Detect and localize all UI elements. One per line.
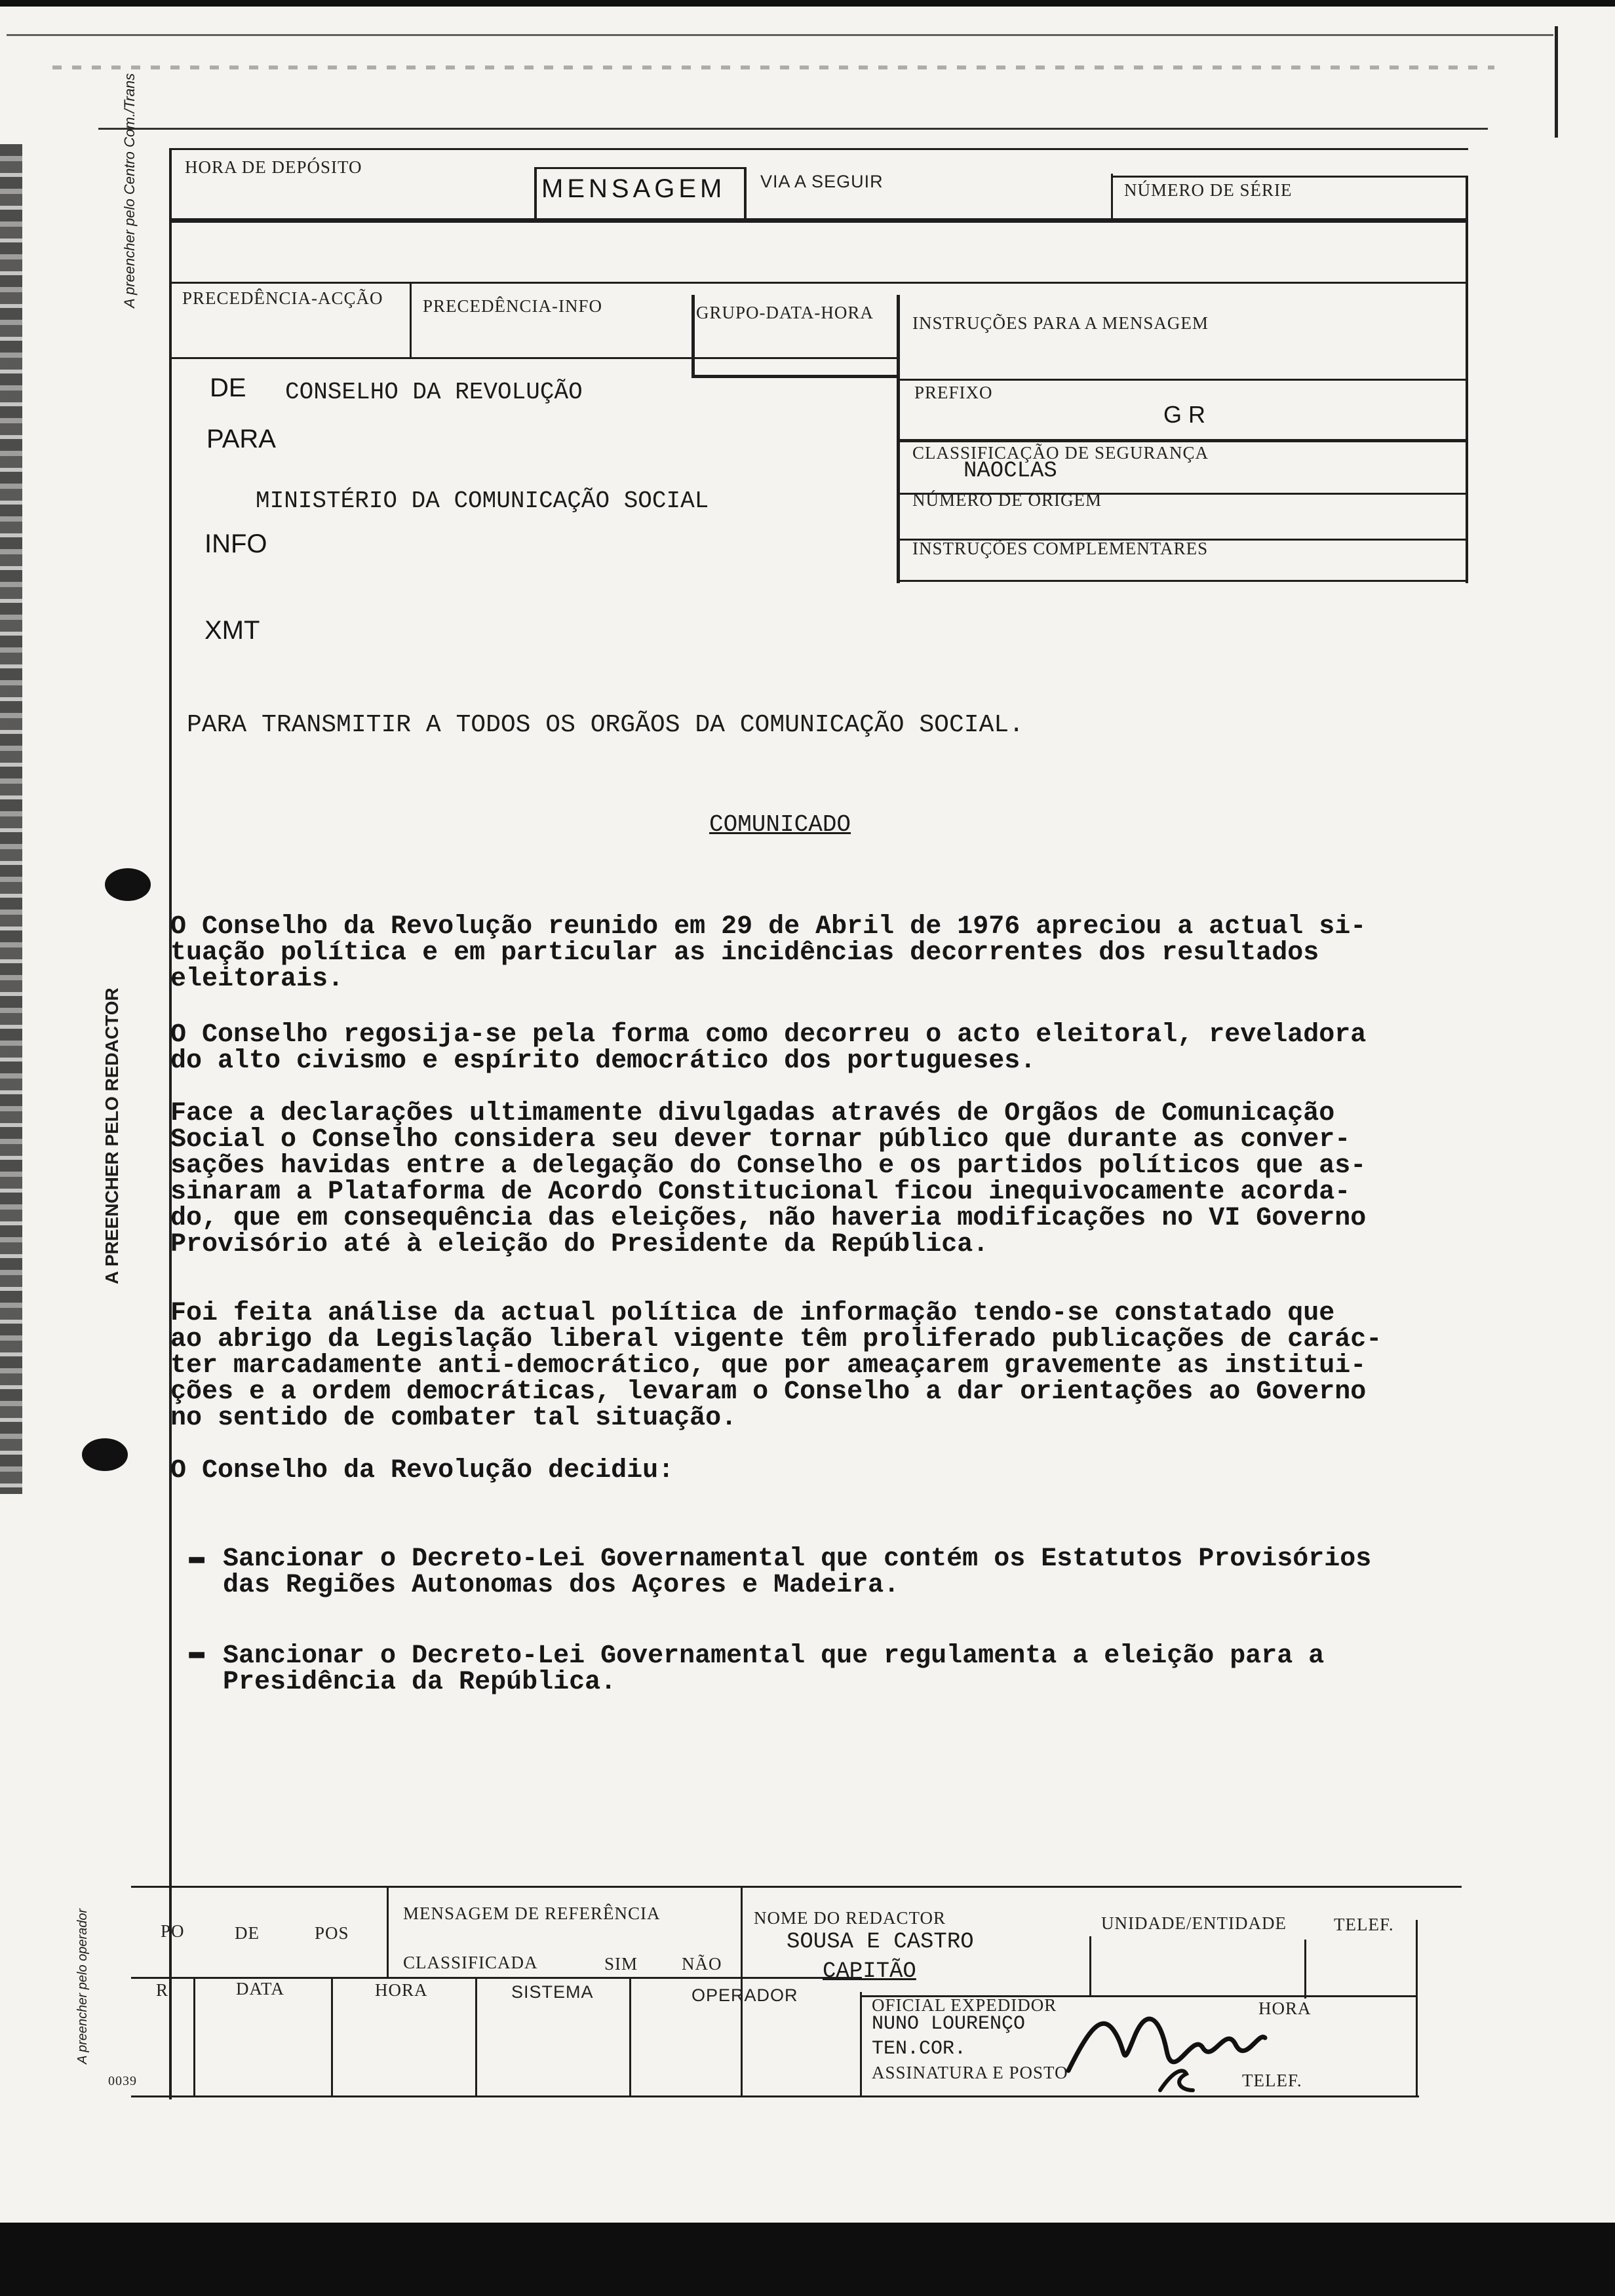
footer-nome-redactor: NOME DO REDACTOR: [754, 1908, 946, 1928]
mensagem-title: MENSAGEM: [541, 174, 726, 203]
top-scan-edge: [0, 0, 1615, 7]
footer-sim: SIM: [604, 1954, 638, 1974]
numero-serie-label: NÚMERO DE SÉRIE: [1124, 180, 1293, 200]
precedencia-info-label: PRECEDÊNCIA-INFO: [423, 296, 603, 316]
footer-r: R: [156, 1980, 169, 2000]
footer-assinatura: ASSINATURA E POSTO: [872, 2063, 1068, 2082]
footer-telef2: TELEF.: [1242, 2071, 1302, 2090]
numero-origem-label: NÚMERO DE ORIGEM: [912, 490, 1102, 510]
b1-line-1: Sancionar o Decreto-Lei Governamental que contém os Estatutos Provisórios: [223, 1544, 1372, 1574]
side-label-redactor: A PREENCHER PELO REDACTOR: [102, 987, 122, 1284]
p1-line-2: tuação política e em particular as incidências decorrentes dos resultados: [170, 938, 1319, 968]
p3-line-6: Provisório até à eleição do Presidente da República.: [170, 1230, 989, 1259]
footer-top: [131, 1886, 1462, 1888]
footer-div-r: [193, 1979, 195, 2097]
p4-line-5: no sentido de combater tal situação.: [170, 1404, 737, 1433]
classif-top: [897, 439, 1467, 442]
bullet-1: [223, 1546, 1455, 1599]
mensagem-box-left: [534, 167, 537, 220]
b2-line-2: Presidência da República.: [223, 1668, 617, 1697]
de-label: DE: [210, 373, 246, 402]
mensagem-box-top: [534, 167, 744, 169]
row2-div1: [410, 282, 412, 359]
para-label: PARA: [206, 425, 276, 453]
hora-deposito-label: HORA DE DEPÓSITO: [185, 157, 362, 177]
footer-div-expedidor: [860, 1992, 862, 2097]
paragraph-3: [170, 1101, 1449, 1258]
compl-bottom: [897, 580, 1467, 582]
p3-line-5: do, que em consequência das eleições, não haveria modificações no VI Governo: [170, 1204, 1367, 1233]
p4-line-2: ao abrigo da Legislação liberal vigente têm proliferado publicações de carác-: [170, 1325, 1382, 1354]
footer-div-ref: [387, 1887, 389, 1979]
p1-line-3: eleitorais.: [170, 965, 344, 994]
footer-classificada: CLASSIFICADA: [403, 1953, 538, 1972]
header-top-border: [169, 148, 1468, 150]
top-noise-line: [7, 34, 1553, 36]
footer-mensagem-referencia: MENSAGEM DE REFERÊNCIA: [403, 1904, 661, 1923]
footer-redactor-name: SOUSA E CASTRO: [787, 1930, 974, 1955]
footer-hora2: HORA: [1258, 1999, 1312, 2018]
footer-div-telef: [1304, 1940, 1306, 1999]
footer-sistema: SISTEMA: [511, 1982, 594, 2002]
footer-pos: POS: [315, 1923, 349, 1943]
bullet-dash-1: ▬: [189, 1543, 205, 1573]
p3-line-4: sinaram a Plataforma de Acordo Constitucional ficou inequivocamente acorda-: [170, 1177, 1351, 1207]
footer-redactor-rank: CAPITÃO: [823, 1959, 916, 1984]
footer-oficial-expedidor: OFICIAL EXPEDIDOR: [872, 1995, 1057, 2015]
intro-line: PARA TRANSMITIR A TODOS OS ORGÃOS DA COMUNICAÇÃO SOCIAL.: [187, 711, 1024, 739]
grupo-bottom: [691, 375, 900, 378]
top-noise-line-3: [98, 128, 1488, 130]
p3-line-1: Face a declarações ultimamente divulgadas através de Orgãos de Comunicação: [170, 1099, 1335, 1128]
instrucoes-mensagem-label: INSTRUÇÕES PARA A MENSAGEM: [912, 313, 1209, 333]
precedencia-accao-label: PRECEDÊNCIA-ACÇÃO: [182, 288, 383, 308]
grupo-data-hora-label: GRUPO-DATA-HORA: [696, 303, 874, 322]
paragraph-2: [170, 1022, 1449, 1075]
footer-po: PO: [161, 1921, 185, 1941]
footer-div-hora: [475, 1979, 477, 2097]
side-label-centro-com: A preencher pelo Centro Com./Trans: [121, 73, 138, 308]
paragraph-4: [170, 1301, 1449, 1432]
row2-div2: [691, 295, 695, 377]
para-value: MINISTÉRIO DA COMUNICAÇÃO SOCIAL: [256, 488, 709, 514]
de-value: CONSELHO DA REVOLUÇÃO: [285, 379, 583, 406]
row2-top: [169, 282, 1468, 284]
p2-line-1: O Conselho regosija-se pela forma como decorreu o acto eleitoral, reveladora: [170, 1020, 1367, 1050]
p4-line-4: ções e a ordem democráticas, levaram o Conselho a dar orientações ao Governo: [170, 1377, 1367, 1407]
right-scan-edge: [1555, 26, 1558, 138]
footer-div-sistema: [629, 1979, 631, 2097]
row2-bottom: [169, 357, 897, 359]
bullet-dash-2: ▬: [189, 1638, 205, 1668]
info-label: INFO: [204, 529, 267, 558]
footer-right-border: [1416, 1920, 1418, 2097]
punch-hole-bottom: [82, 1438, 128, 1471]
classificacao-label: CLASSIFICAÇÃO DE SEGURANÇA: [912, 443, 1209, 463]
p4-line-3: ter marcadamente anti-democrático, que por ameaçarem gravemente as institui-: [170, 1351, 1367, 1381]
footer-de: DE: [235, 1923, 260, 1943]
footer-div-data: [331, 1979, 333, 2097]
footer-expedidor-name: NUNO LOURENÇO: [872, 2013, 1026, 2035]
footer-unidade: UNIDADE/ENTIDADE: [1101, 1913, 1287, 1933]
footer-nao: NÃO: [682, 1954, 722, 1974]
p4-line-1: Foi feita análise da actual política de informação tendo-se constatado que: [170, 1299, 1335, 1328]
bullet-2: [223, 1643, 1455, 1696]
p3-line-2: Social o Conselho considera seu dever tornar público que durante as conver-: [170, 1125, 1351, 1155]
footer-telef: TELEF.: [1334, 1915, 1394, 1934]
via-seguir-label: VIA A SEGUIR: [760, 172, 884, 191]
footer-data: DATA: [236, 1979, 284, 1999]
p3-line-3: sações havidas entre a delegação do Conselho e os partidos políticos que as-: [170, 1151, 1367, 1181]
top-noise-line-2: [52, 66, 1494, 69]
footer-operador: OPERADOR: [691, 1985, 798, 2005]
b2-line-1: Sancionar o Decreto-Lei Governamental que regulamenta a eleição para a: [223, 1641, 1325, 1671]
paragraph-5: [170, 1458, 1449, 1484]
left-scan-strip: [0, 144, 22, 1494]
serie-divider: [1111, 174, 1113, 220]
side-label-operador: A preencher pelo operador: [75, 1908, 90, 2064]
row1-divider: [169, 218, 1468, 223]
b1-line-2: das Regiões Autonomas dos Açores e Madeira.: [223, 1571, 900, 1600]
p2-line-2: do alto civismo e espírito democrático dos portugueses.: [170, 1046, 1036, 1076]
xmt-label: XMT: [204, 616, 260, 645]
p1-line-1: O Conselho da Revolução reunido em 29 de Abril de 1976 apreciou a actual si-: [170, 912, 1367, 942]
prefixo-label: PREFIXO: [914, 383, 993, 402]
handwritten-signature: [1062, 1992, 1272, 2097]
prefixo-top: [897, 379, 1467, 381]
classificacao-value: NAOCLAS: [963, 459, 1057, 484]
instrucoes-complementares-label: INSTRUÇÕES COMPLEMENTARES: [912, 539, 1209, 558]
prefixo-value: G R: [1163, 401, 1206, 428]
serie-top: [1111, 176, 1468, 178]
p5-line-1: O Conselho da Revolução decidiu:: [170, 1456, 674, 1485]
footer-expedidor-rank: TEN.COR.: [872, 2038, 967, 2060]
mensagem-box-right: [744, 167, 747, 220]
footer-hora: HORA: [375, 1980, 428, 2000]
punch-hole-top: [105, 868, 151, 901]
comunicado-heading: COMUNICADO: [709, 811, 851, 838]
form-code: 0039: [108, 2074, 137, 2088]
footer-div-unidade: [1089, 1936, 1091, 1995]
bottom-scan-edge: [0, 2223, 1615, 2296]
paragraph-1: [170, 914, 1449, 993]
